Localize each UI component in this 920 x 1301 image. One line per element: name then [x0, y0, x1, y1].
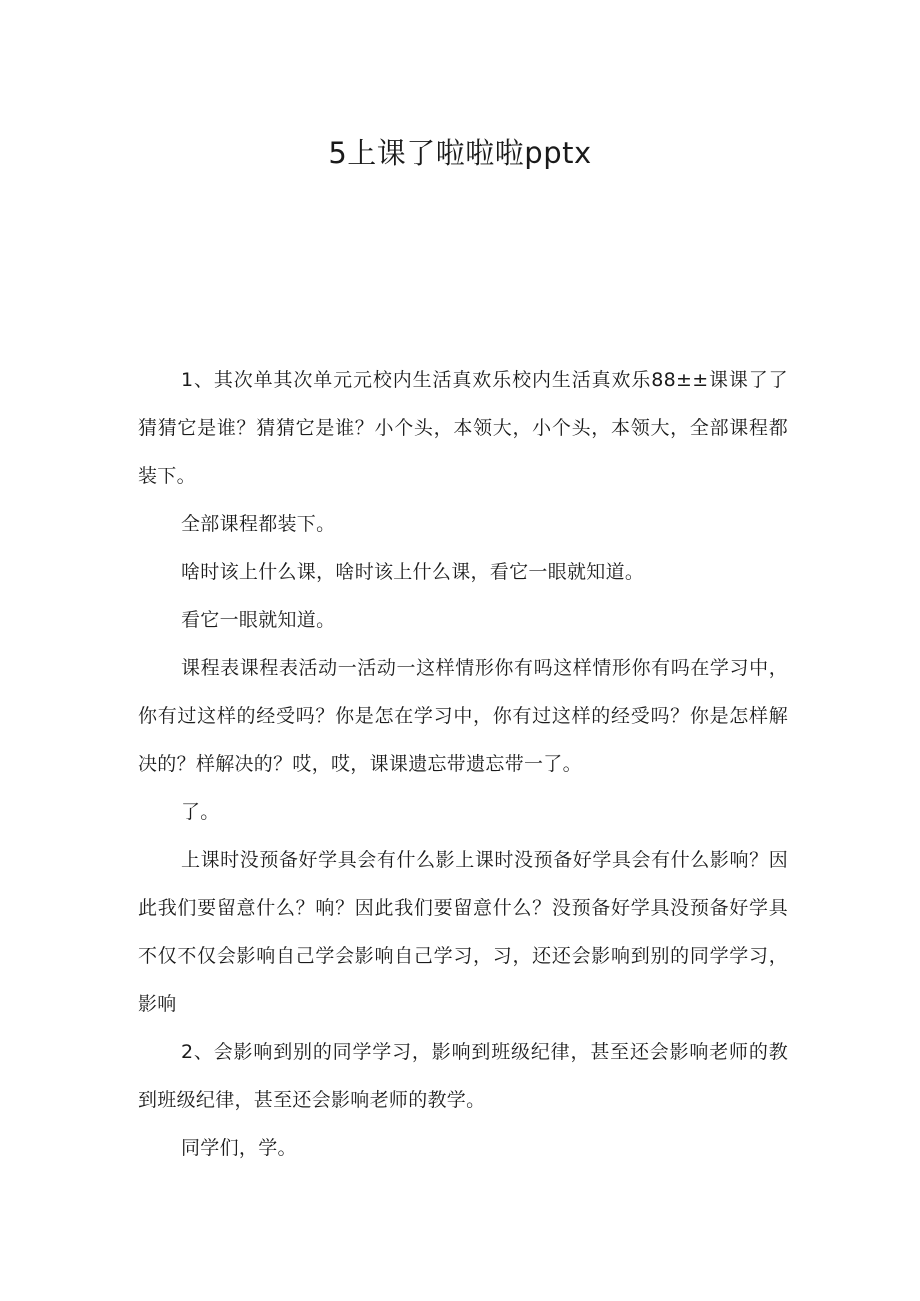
paragraph: 了。 [181, 801, 220, 823]
document-title: 5上课了啦啦啦pptx [328, 136, 592, 170]
paragraph: 1、其次单其次单元元校内生活真欢乐校内生活真欢乐88±±课课了了猜猜它是谁？猜猜它是谁？小个头，本领大，小个头，本领大，全部课程都装下。 [138, 369, 788, 487]
document-body [138, 356, 788, 1172]
paragraph: 同学们，学。 [181, 1137, 297, 1159]
paragraph: 2、会影响到别的同学学习，影响到班级纪律，甚至还会影响老师的教到班级纪律，甚至还会影响老师的教学。 [138, 1041, 788, 1111]
paragraph: 啥时该上什么课，啥时该上什么课，看它一眼就知道。 [181, 561, 645, 583]
paragraph: 全部课程都装下。 [181, 513, 336, 535]
paragraph: 上课时没预备好学具会有什么影上课时没预备好学具会有什么影响？因此我们要留意什么？响？因此我们要留意什么？没预备好学具没预备好学具不仅不仅会影响自己学会影响自己学习，习，还还会影响到别的同学学习，影响 [138, 849, 788, 1015]
paragraph: 课程表课程表活动一活动一这样情形你有吗这样情形你有吗在学习中，你有过这样的经受吗？你是怎在学习中，你有过这样的经受吗？你是怎样解决的？样解决的？哎，哎，课课遗忘带遗忘带一了。 [138, 657, 788, 775]
paragraph: 看它一眼就知道。 [181, 609, 336, 631]
